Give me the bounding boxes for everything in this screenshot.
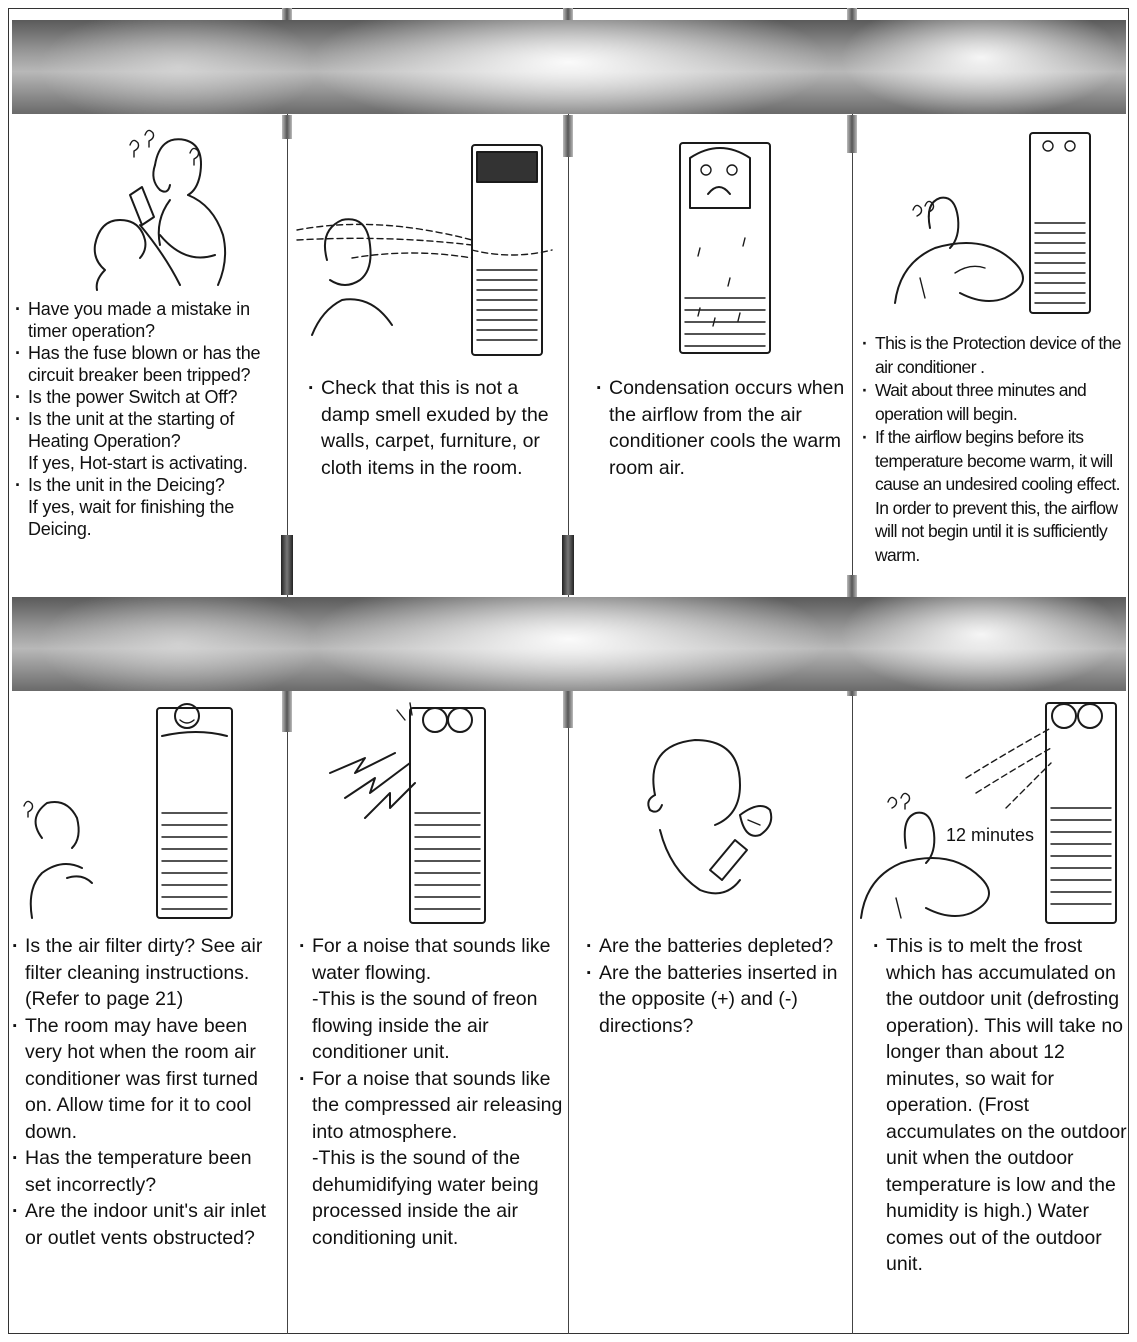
item-text: Has the fuse blown or has the circuit breaker been tripped?: [28, 343, 261, 385]
checklist-item: [861, 426, 1131, 567]
item-text: Has the temperature been set incorrectly?: [25, 1147, 252, 1196]
checklist-item: [14, 342, 284, 386]
checklist-item: [585, 933, 845, 960]
checklist-item: [11, 1013, 281, 1146]
item-text: If the airflow begins before its temperature become warm, it will cause an undesired cooling effect. In order to prevent this, the airflow will not begin until it is sufficiently warm.: [875, 427, 1120, 565]
top-col4-checklist: [861, 332, 1131, 567]
illustration-label-12-minutes: 12 minutes: [946, 825, 1035, 845]
divider-tick: [847, 575, 857, 597]
divider-tick: [281, 535, 293, 595]
checklist-item: [585, 960, 845, 1040]
bottom-col2-checklist: [298, 933, 563, 1251]
bottom-col4-checklist: [872, 933, 1127, 1278]
divider-tick: [563, 115, 573, 157]
checklist-item: [861, 379, 1131, 426]
item-text: Wait about three minutes and operation will begin.: [875, 380, 1087, 424]
illustration-defrost-waiting: [856, 698, 1126, 928]
item-text: Are the batteries depleted?: [599, 935, 834, 957]
illustration-remote-batteries: [630, 720, 790, 910]
item-text: Is the air filter dirty? See air filter cleaning instructions. (Refer to page 21): [25, 935, 263, 1010]
item-subtext: -This is the sound of the dehumidifying water being processed inside the air conditioning unit.: [312, 1147, 539, 1249]
divider-tick: [282, 115, 292, 139]
checklist-item: [11, 933, 281, 1013]
checklist-item: [14, 298, 284, 342]
item-text: For a noise that sounds like the compressed air releasing into atmosphere.: [312, 1067, 563, 1143]
item-text: Condensation occurs when the airflow from the air conditioner cools the warm room air.: [609, 377, 845, 479]
item-subtext: If yes, Hot-start is activating.: [28, 453, 248, 473]
illustration-noisy-unit: [325, 698, 495, 928]
checklist-item: [595, 375, 850, 481]
top-col3-checklist: [595, 375, 850, 481]
item-text: This is the Protection device of the air conditioner .: [875, 333, 1121, 377]
checklist-item: [11, 1145, 281, 1198]
divider-tick: [282, 690, 292, 732]
section-header-banner-bottom: [12, 597, 1126, 691]
top-col2-checklist: [307, 375, 557, 481]
item-text: Check that this is not a damp smell exuded by the walls, carpet, furniture, or cloth items in the room.: [321, 377, 549, 479]
item-text: Is the unit in the Deicing?: [28, 475, 225, 495]
item-text: The room may have been very hot when the room air conditioner was first turned on. Allow time for it to cool down.: [25, 1014, 259, 1143]
bottom-col3-checklist: [585, 933, 845, 1039]
item-text: Have you made a mistake in timer operation?: [28, 299, 250, 341]
item-text: For a noise that sounds like water flowing.: [312, 935, 551, 984]
item-text: Are the batteries inserted in the opposite (+) and (-) directions?: [599, 961, 838, 1037]
divider-tick: [563, 690, 573, 728]
checklist-item: [14, 386, 284, 408]
illustration-smell-near-unit: [292, 140, 562, 360]
item-text: This is to melt the frost which has accumulated on the outdoor unit (defrosting operation). This will take no longer than about 12 minutes, so wait for operation. (Frost accumulates on the outdoor unit when the outdoor temperature is low and the humidity is high.) Water comes out of the outdoor unit.: [886, 935, 1127, 1275]
checklist-item: [14, 408, 284, 474]
checklist-item: [14, 474, 284, 540]
illustration-people-with-remote: [60, 125, 240, 295]
item-subtext: -This is the sound of freon flowing inside the air conditioner unit.: [312, 988, 538, 1063]
item-subtext: If yes, wait for finishing the Deicing.: [28, 497, 235, 539]
checklist-item: [11, 1198, 281, 1251]
divider-tick: [562, 535, 574, 595]
item-text: Are the indoor unit's air inlet or outlet vents obstructed?: [25, 1200, 267, 1249]
section-header-banner-top: [12, 20, 1126, 114]
checklist-item: [872, 933, 1127, 1278]
item-text: Is the unit at the starting of Heating Operation?: [28, 409, 235, 451]
item-text: Is the power Switch at Off?: [28, 387, 238, 407]
illustration-waiting-person: [885, 128, 1100, 318]
illustration-condensation-unit: [670, 128, 790, 358]
top-col1-checklist: [14, 298, 284, 540]
bottom-col1-checklist: [11, 933, 281, 1251]
checklist-item: [307, 375, 557, 481]
checklist-item: [861, 332, 1131, 379]
divider-tick: [847, 115, 857, 153]
checklist-item: [298, 933, 563, 1066]
illustration-unit-with-child: [12, 698, 242, 928]
checklist-item: [298, 1066, 563, 1252]
